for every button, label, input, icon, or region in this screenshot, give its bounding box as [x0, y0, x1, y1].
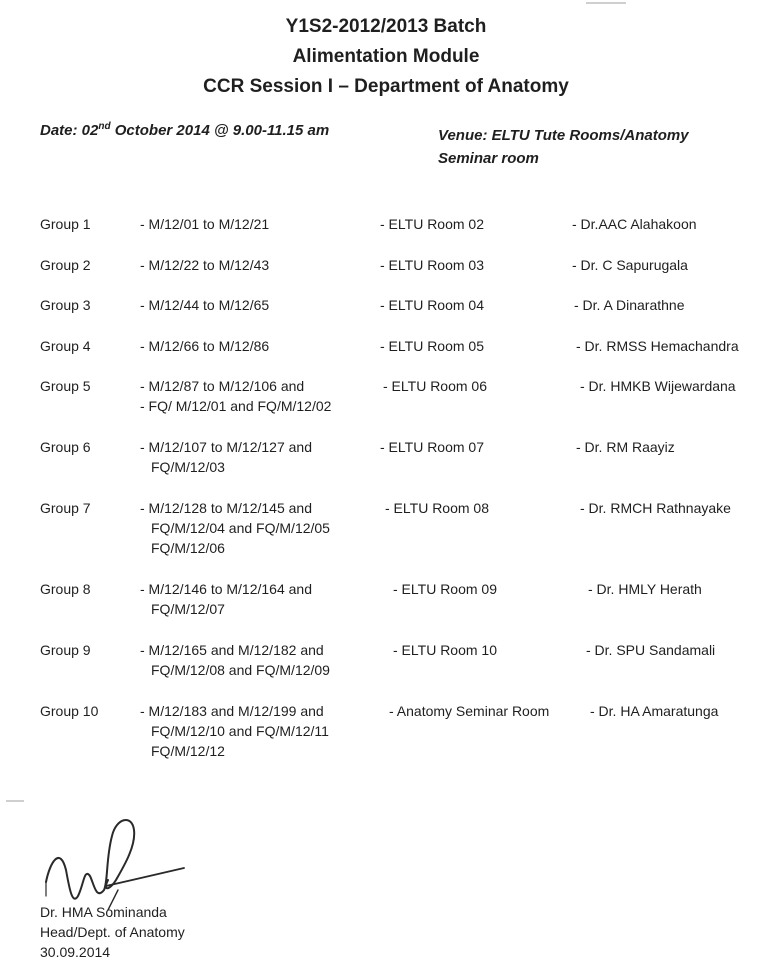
signature-date: 30.09.2014	[40, 944, 111, 960]
student-range-line: - M/12/107 to M/12/127 and	[140, 439, 312, 455]
student-range-line: FQ/M/12/07	[151, 601, 225, 617]
student-range-line: - M/12/165 and M/12/182 and	[140, 642, 324, 658]
student-range	[140, 437, 370, 477]
module-title: Alimentation Module	[292, 46, 480, 67]
student-range-line: - M/12/128 to M/12/145 and	[140, 500, 312, 516]
group-label: Group 4	[40, 338, 91, 354]
tutor-name: - Dr. HMKB Wijewardana	[580, 378, 736, 394]
student-range-line: FQ/M/12/06	[151, 540, 225, 556]
batch-title: Y1S2-2012/2013 Batch	[285, 16, 487, 37]
room-assignment: - ELTU Room 07	[380, 439, 484, 455]
signature-block	[40, 902, 185, 962]
student-range	[140, 701, 370, 761]
date-rest: October 2014 @ 9.00-11.15 am	[110, 122, 330, 139]
group-label: Group 7	[40, 500, 91, 516]
group-label: Group 6	[40, 439, 91, 455]
signatory-position: Head/Dept. of Anatomy	[40, 924, 185, 940]
student-range-line: FQ/M/12/10 and FQ/M/12/11	[151, 723, 329, 739]
student-range	[140, 336, 370, 356]
tutor-name: - Dr. A Dinarathne	[574, 297, 685, 313]
session-title: CCR Session I – Department of Anatomy	[203, 76, 569, 97]
title-block	[0, 12, 772, 102]
student-range	[140, 498, 370, 558]
room-assignment: - ELTU Room 09	[393, 581, 497, 597]
student-range-line: FQ/M/12/08 and FQ/M/12/09	[151, 662, 330, 678]
room-assignment: - ELTU Room 06	[383, 378, 487, 394]
group-label: Group 9	[40, 642, 91, 658]
student-range-line: - M/12/146 to M/12/164 and	[140, 581, 312, 597]
student-range	[140, 255, 370, 275]
tutor-name: - Dr. HMLY Herath	[588, 581, 702, 597]
tutor-name: - Dr. HA Amaratunga	[590, 703, 719, 719]
date-ordinal-suffix: nd	[98, 121, 111, 132]
room-assignment: - ELTU Room 08	[385, 500, 489, 516]
tutor-name: - Dr. RMSS Hemachandra	[576, 338, 739, 354]
tutor-name: - Dr. C Sapurugala	[572, 257, 688, 273]
student-range	[140, 376, 370, 416]
student-range-line: - M/12/183 and M/12/199 and	[140, 703, 324, 719]
group-label: Group 3	[40, 297, 91, 313]
session-date	[40, 121, 329, 139]
student-range	[140, 295, 370, 315]
tutor-name: - Dr. RMCH Rathnayake	[580, 500, 731, 516]
room-assignment: - ELTU Room 05	[380, 338, 484, 354]
scan-artifact	[6, 800, 24, 802]
group-label: Group 2	[40, 257, 91, 273]
student-range	[140, 640, 370, 680]
student-range-line: FQ/M/12/04 and FQ/M/12/05	[151, 520, 330, 536]
student-range-line: - M/12/22 to M/12/43	[140, 257, 270, 273]
student-range-line: - M/12/01 to M/12/21	[140, 216, 270, 232]
group-label: Group 1	[40, 216, 91, 232]
scan-artifact	[586, 2, 626, 4]
student-range-line: - M/12/44 to M/12/65	[140, 297, 270, 313]
tutor-name: - Dr.AAC Alahakoon	[572, 216, 697, 232]
room-assignment: - Anatomy Seminar Room	[389, 703, 550, 719]
student-range-line: - M/12/87 to M/12/106 and	[140, 378, 305, 394]
group-label: Group 8	[40, 581, 91, 597]
room-assignment: - ELTU Room 03	[380, 257, 484, 273]
student-range-line: FQ/M/12/03	[151, 459, 225, 475]
student-range	[140, 579, 370, 619]
student-range-line: FQ/M/12/12	[151, 743, 225, 759]
room-assignment: - ELTU Room 10	[393, 642, 497, 658]
student-range-line: - FQ/ M/12/01 and FQ/M/12/02	[140, 398, 332, 414]
room-assignment: - ELTU Room 04	[380, 297, 484, 313]
tutor-name: - Dr. SPU Sandamali	[586, 642, 716, 658]
date-prefix: Date: 02	[40, 122, 99, 139]
signatory-name: Dr. HMA Sominanda	[40, 904, 167, 920]
group-label: Group 10	[40, 703, 99, 719]
session-venue: Venue: ELTU Tute Rooms/Anatomy Seminar room	[438, 127, 689, 167]
tutor-name: - Dr. RM Raayiz	[576, 439, 675, 455]
student-range	[140, 214, 370, 234]
group-label: Group 5	[40, 378, 91, 394]
signature-scribble	[36, 810, 196, 910]
student-range-line: - M/12/66 to M/12/86	[140, 338, 270, 354]
room-assignment: - ELTU Room 02	[380, 216, 484, 232]
